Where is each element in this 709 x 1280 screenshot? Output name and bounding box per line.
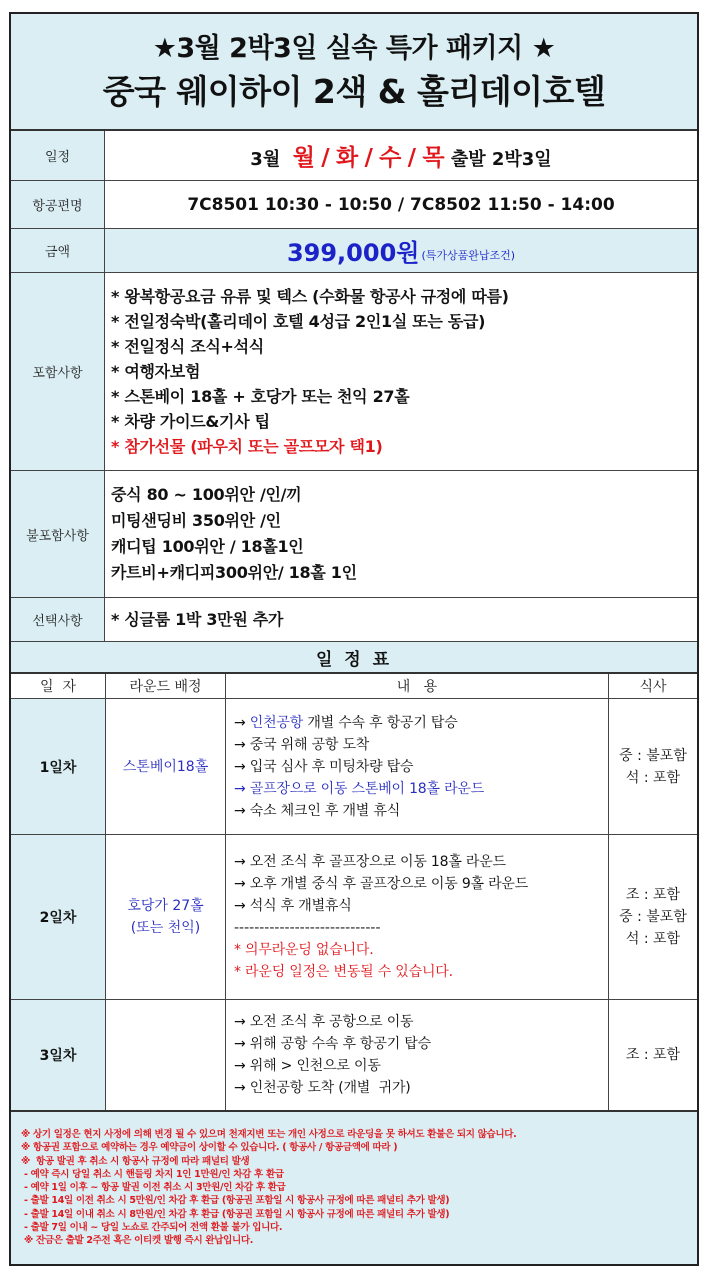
content-cell — [226, 1000, 609, 1110]
schedule-text — [250, 139, 551, 172]
price-label: 금액 — [11, 229, 105, 272]
meal-item: 중 : 불포함 — [619, 747, 687, 764]
included-item: * 차량 가이드&기사 팁 — [111, 412, 270, 431]
line-text: 인천공항 도착 (개별 귀가) — [249, 1080, 411, 1096]
included-value — [105, 273, 697, 470]
round-cell — [106, 699, 226, 834]
header-content: 내 용 — [226, 674, 609, 698]
included-item: * 스톤베이 18홀 + 호당가 또는 천익 27홀 — [111, 387, 410, 406]
schedule-row — [11, 131, 697, 181]
schedule-day-tue: 화 — [335, 145, 359, 171]
content-lines — [234, 712, 484, 822]
note-item: ※ 항공 발권 후 취소 시 항공사 규정에 따라 패널티 발생 — [21, 1155, 250, 1167]
included-item: * 전일정식 조식+석식 — [111, 337, 264, 356]
note-line: * 의무라운딩 없습니다. — [234, 942, 374, 958]
terms-notes — [11, 1112, 697, 1264]
line-text: 오후 개별 중식 후 골프장으로 이동 9홀 라운드 — [249, 876, 529, 892]
note-item: - 예약 즉시 당일 취소 시 핸들링 차지 1인 1만원/인 차감 후 환급 — [21, 1168, 284, 1180]
meal-item: 조 : 포함 — [625, 1047, 681, 1063]
optional-value — [105, 598, 697, 641]
flight-text: 7C8501 10:30 - 10:50 / 7C8502 11:50 - 14:00 — [187, 194, 615, 215]
note-item: - 예약 1일 이후 ~ 항공 발권 이전 취소 시 3만원/인 차감 후 환급 — [21, 1182, 286, 1194]
arrow-icon: → — [234, 854, 250, 870]
line-text: 석식 후 개별휴식 — [249, 898, 352, 914]
meal-cell — [609, 1000, 697, 1110]
meal-item: 중 : 불포함 — [619, 909, 687, 925]
flight-row — [11, 181, 697, 229]
content-cell — [226, 699, 609, 834]
excluded-item: 카트비+캐디피300위안/ 18홀 1인 — [111, 563, 357, 582]
content-line — [234, 1055, 431, 1077]
itinerary-header-row — [11, 674, 697, 699]
arrow-icon: → — [234, 714, 250, 731]
included-list — [105, 284, 509, 459]
note-item: - 출발 14일 이전 취소 시 5만원/인 차감 후 환급 (항공권 포함일 시 항공사 규정에 따른 패널티 추가 발생) — [21, 1195, 450, 1207]
excluded-item: 중식 80 ~ 100위안 /인/끼 — [111, 485, 302, 504]
arrow-icon: → — [234, 802, 250, 819]
title-line-2: 중국 웨이하이 2색 & 홀리데이호텔 — [102, 71, 606, 111]
day-label: 2일차 — [11, 835, 106, 999]
title-line-1: ★3월 2박3일 실속 특가 패키지 ★ — [152, 32, 556, 64]
included-row — [11, 273, 697, 471]
divider-line: ----------------------------- — [234, 920, 381, 936]
highlight-text: 인천공항 — [249, 714, 304, 731]
price-note: (특가상품완납조건) — [421, 248, 516, 262]
optional-list — [105, 607, 283, 632]
schedule-suffix: 출발 2박3일 — [450, 149, 552, 170]
arrow-icon: → — [234, 736, 250, 753]
line-text: 골프장으로 이동 스톤베이 18홀 라운드 — [249, 780, 485, 797]
itinerary-day-3 — [11, 1000, 697, 1112]
note-item: - 출발 7일 이내 ~ 당일 노쇼로 간주되어 전액 환불 불가 입니다. — [21, 1222, 283, 1234]
header-meal: 식사 — [639, 679, 667, 695]
note-item: ※ 항공권 포함으로 예약하는 경우 예약금이 상이할 수 있습니다. ( 항공사 / 항공금액에 따라 ) — [21, 1142, 398, 1154]
meal-item: 석 : 포함 — [625, 769, 681, 786]
schedule-separator: / — [407, 145, 417, 171]
content-line — [234, 734, 484, 756]
round-name: 호당가 27홀 — [127, 898, 204, 914]
schedule-separator: / — [321, 145, 330, 171]
meal-cell — [609, 835, 697, 999]
line-text: 숙소 체크인 후 개별 휴식 — [249, 802, 401, 819]
line-text: 오전 조식 후 골프장으로 이동 18홀 라운드 — [249, 854, 506, 870]
package-sheet — [9, 12, 699, 1266]
schedule-day-mon: 월 — [292, 145, 315, 171]
note-item: ※ 상기 일정은 현지 사정에 의해 변경 될 수 있으며 천재지변 또는 개인 사정으로 라운딩을 못 하셔도 환불은 되지 않습니다. — [21, 1129, 517, 1140]
content-lines — [234, 851, 528, 983]
content-line — [234, 1033, 431, 1055]
arrow-icon: → — [234, 898, 250, 914]
content-lines — [234, 1011, 431, 1099]
header-round: 라운드 배정 — [106, 674, 226, 698]
optional-row — [11, 598, 697, 642]
schedule-day-wed: 수 — [379, 145, 402, 171]
included-item: * 왕복항공요금 유류 및 텍스 (수화물 항공사 규정에 따름) — [111, 287, 509, 306]
line-text: 입국 심사 후 미팅차량 탑승 — [249, 758, 414, 775]
arrow-icon: → — [234, 758, 250, 775]
content-line — [234, 1011, 431, 1033]
schedule-month: 3월 — [250, 149, 281, 170]
content-line — [234, 712, 484, 734]
included-label: 포함사항 — [11, 273, 105, 470]
excluded-item: 캐디팁 100위안 / 18홀1인 — [111, 537, 304, 556]
arrow-icon: → — [234, 876, 250, 892]
day-label: 3일차 — [11, 1000, 106, 1110]
flight-label: 항공편명 — [11, 181, 105, 228]
itinerary-day-1 — [11, 699, 697, 835]
title-block — [11, 14, 697, 131]
round-cell — [106, 835, 226, 999]
line-text: 개별 수속 후 항공기 탑승 — [303, 714, 458, 731]
line-text: 위해 > 인천으로 이동 — [249, 1058, 381, 1074]
excluded-label: 불포함사항 — [11, 471, 105, 597]
header-day: 일 자 — [11, 674, 106, 698]
content-line — [234, 851, 528, 873]
excluded-value — [105, 471, 697, 597]
arrow-icon: → — [234, 1014, 250, 1030]
content-line — [234, 1077, 431, 1099]
included-item-gift: * 참가선물 (파우치 또는 골프모자 택1) — [111, 437, 383, 456]
itinerary-day-2 — [11, 835, 697, 1000]
content-line — [234, 895, 528, 917]
content-line-golf — [234, 778, 484, 800]
content-line — [234, 756, 484, 778]
excluded-item: 미팅샌딩비 350위안 /인 — [111, 511, 281, 530]
line-text: 위해 공항 수속 후 항공기 탑승 — [249, 1036, 431, 1052]
arrow-icon: → — [234, 1036, 250, 1052]
note-line: * 라운딩 일정은 변동될 수 있습니다. — [234, 964, 453, 980]
schedule-value — [105, 131, 697, 180]
included-item: * 전일정숙박(홀리데이 호텔 4성급 2인1실 또는 동급) — [111, 312, 486, 331]
arrow-icon: → — [234, 1080, 250, 1096]
meal-item: 조 : 포함 — [625, 887, 681, 903]
included-item: * 여행자보험 — [111, 362, 201, 381]
price-amount: 399,000원 — [286, 239, 420, 267]
content-cell — [226, 835, 609, 999]
note-item: ※ 잔금은 출발 2주전 혹은 이티켓 발행 즉시 완납입니다. — [21, 1235, 254, 1247]
optional-label: 선택사항 — [11, 598, 105, 641]
schedule-separator: / — [364, 145, 373, 171]
itinerary-title: 일 정 표 — [11, 642, 697, 674]
arrow-icon: → — [234, 780, 250, 797]
line-text: 오전 조식 후 공항으로 이동 — [249, 1014, 414, 1030]
content-line — [234, 873, 528, 895]
excluded-list — [105, 482, 357, 586]
arrow-icon: → — [234, 1058, 250, 1074]
price-row — [11, 229, 697, 273]
flight-value — [105, 181, 697, 228]
schedule-label: 일정 — [11, 131, 105, 180]
note-item: - 출발 14일 이내 취소 시 8만원/인 차감 후 환급 (항공권 포함일 시 항공사 규정에 따른 패널티 추가 발생) — [21, 1208, 450, 1220]
round-cell — [106, 1000, 226, 1110]
round-name: 스톤베이18홀 — [122, 758, 209, 775]
optional-item: * 싱글룸 1박 3만원 추가 — [111, 610, 284, 629]
schedule-day-thu: 목 — [422, 145, 445, 171]
line-text: 중국 위해 공항 도착 — [249, 736, 370, 753]
content-line — [234, 800, 484, 822]
price-value — [105, 229, 697, 272]
excluded-row — [11, 471, 697, 598]
day-label: 1일차 — [11, 699, 106, 834]
round-alt: (또는 천익) — [130, 920, 201, 936]
meal-cell — [609, 699, 697, 834]
meal-item: 석 : 포함 — [625, 931, 681, 947]
